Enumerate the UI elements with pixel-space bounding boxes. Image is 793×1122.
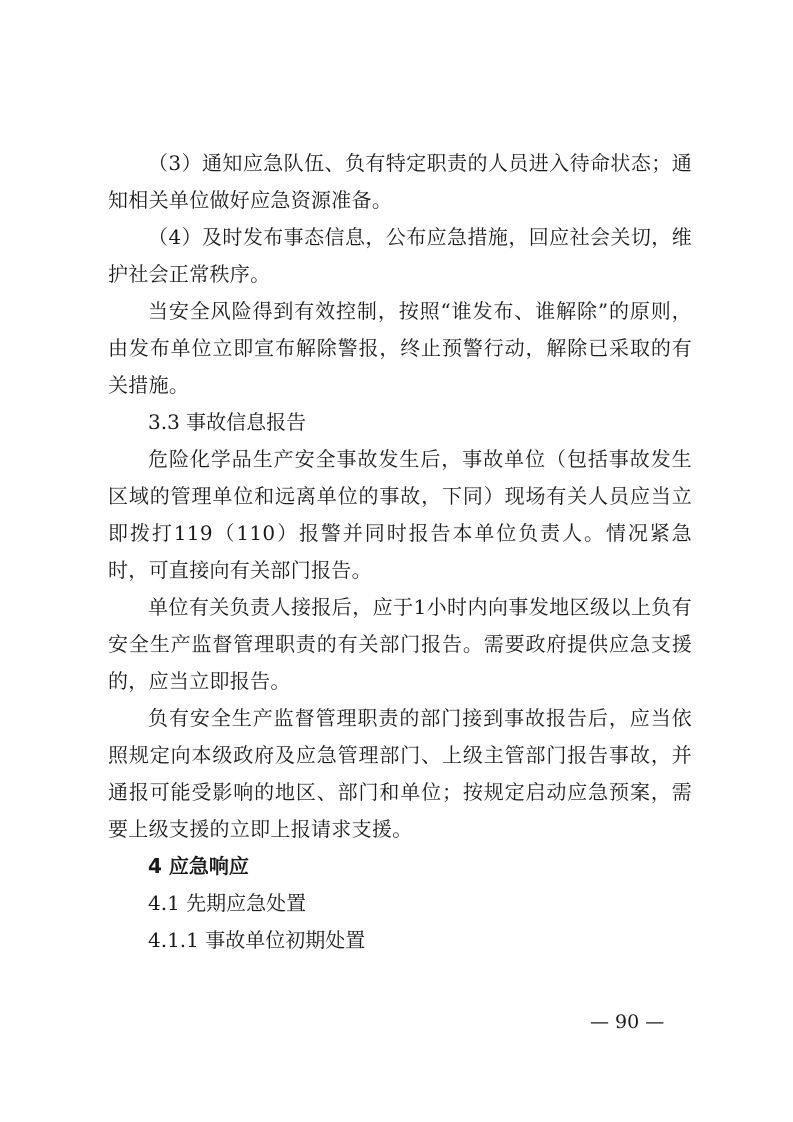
section-heading-4: 4 应急响应 (148, 854, 249, 878)
document-body (108, 145, 692, 959)
paragraph-publish-info: （4）及时发布事态信息，公布应急措施，回应社会关切，维护社会正常秩序。 (108, 225, 692, 286)
paragraph-accident-report: 危险化学品生产安全事故发生后，事故单位（包括事故发生区域的管理单位和远离单位的事故，下同）现场有关人员应当立即拨打119（110）报警并同时报告本单位负责人。情况紧急时，可直接向有关部门报告。 (108, 447, 692, 582)
paragraph-department-report: 负有安全生产监督管理职责的部门接到事故报告后，应当依照规定向本级政府及应急管理部门、上级主管部门报告事故，并通报可能受影响的地区、部门和单位；按规定启动应急预案，需要上级支援的立即上报请求支援。 (108, 706, 692, 841)
section-heading-4-1: 4.1 先期应急处置 (148, 891, 307, 915)
section-heading-4-1-1: 4.1.1 事故单位初期处置 (148, 928, 366, 952)
section-heading-3-3: 3.3 事故信息报告 (148, 410, 307, 434)
paragraph-unit-report: 单位有关负责人接报后，应于1小时内向事发地区级以上负有安全生产监督管理职责的有关部门报告。需要政府提供应急支援的，应当立即报告。 (108, 595, 692, 693)
paragraph-lift-warning: 当安全风险得到有效控制，按照“谁发布、谁解除”的原则，由发布单位立即宣布解除警报，终止预警行动，解除已采取的有关措施。 (108, 299, 692, 397)
page-number: — 90 — (590, 1011, 665, 1033)
paragraph-notify-teams: （3）通知应急队伍、负有特定职责的人员进入待命状态；通知相关单位做好应急资源准备。 (108, 151, 692, 212)
